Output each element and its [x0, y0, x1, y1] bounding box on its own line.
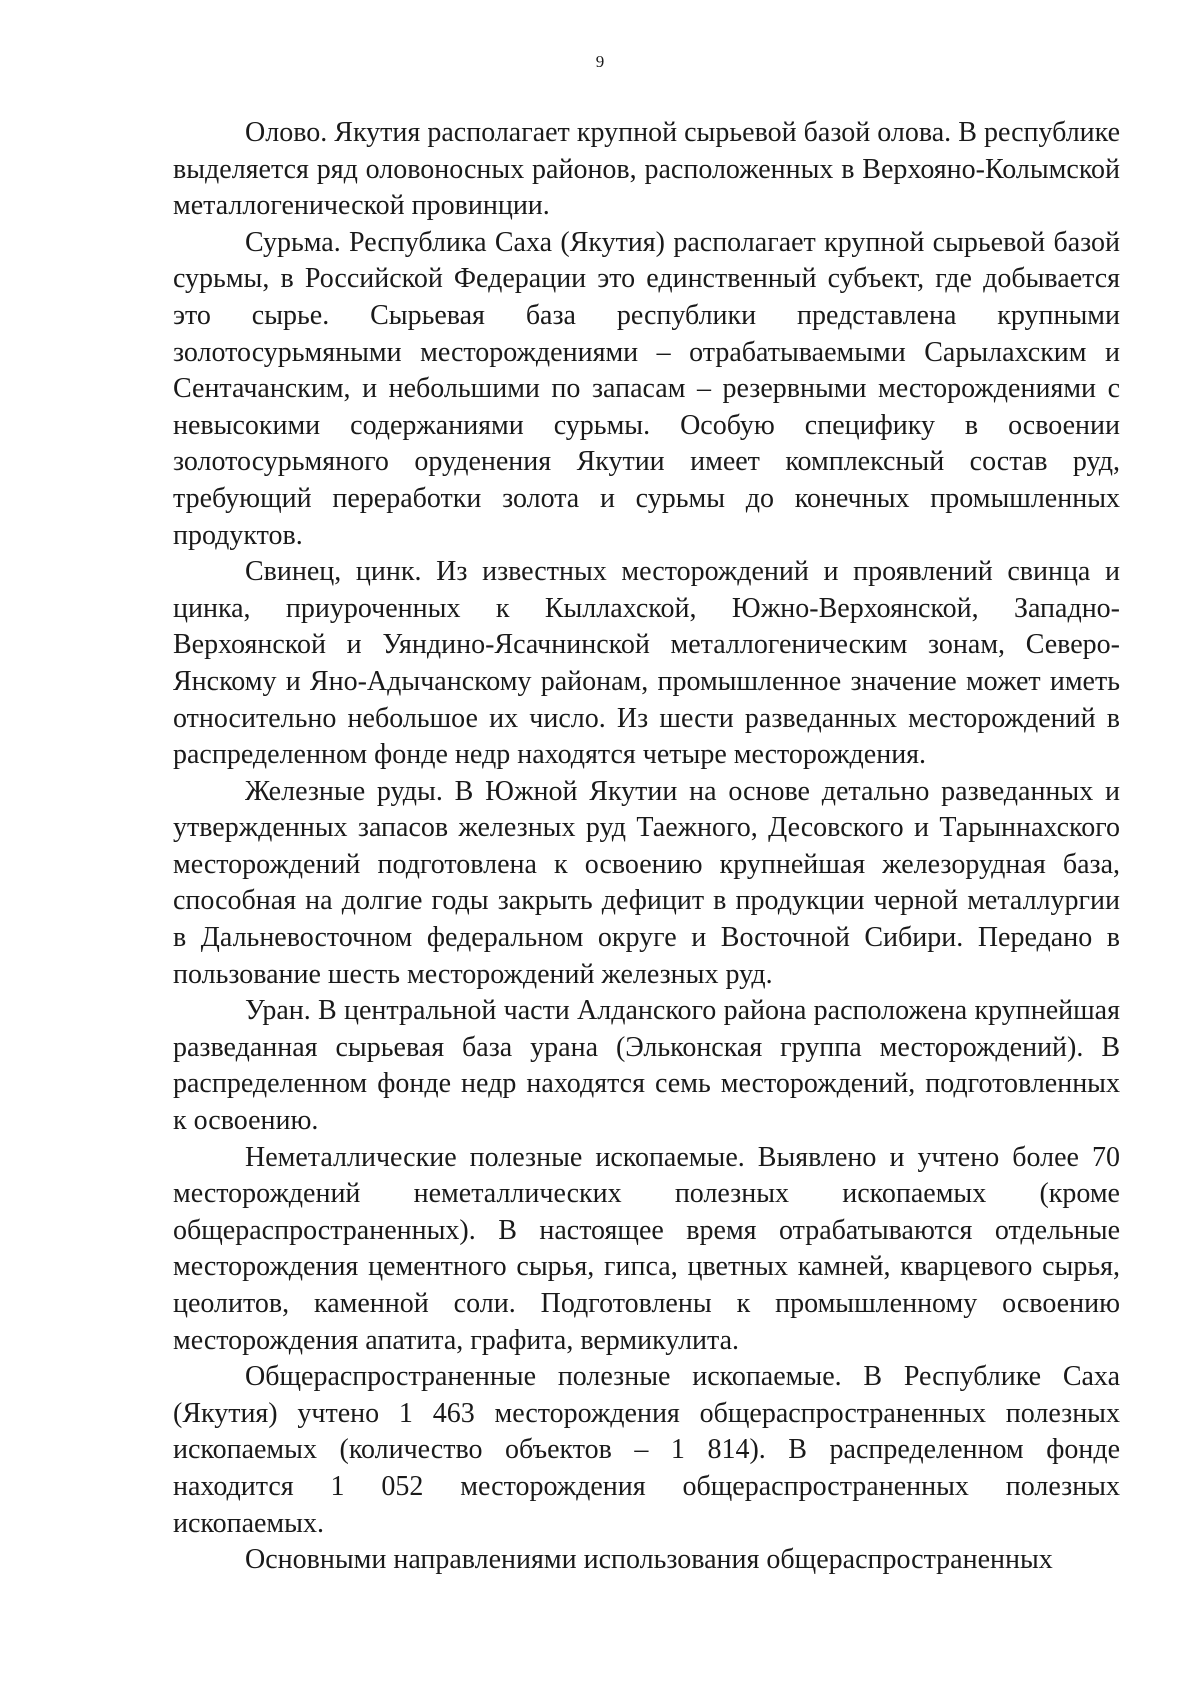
- paragraph-main-directions: Основными направлениями использования общераспространенных: [245, 1544, 1053, 1576]
- paragraph-lead-zinc: Свинец, цинк. Из известных месторождений и проявлений свинца и цинка, приуроченных к Кыллахской, Южно-Верхоянской, Западно-Верхоянской и Уяндино-Ясачнинской металлогеническим зонам, Северо-Янскому и Яно-Адычанскому районам, промышленное значение может иметь относительно небольшое их число. Из шести разведанных месторождений в распределенном фонде недр находятся четыре месторождения.: [173, 556, 1120, 771]
- paragraph-uranium: Уран. В центральной части Алданского района расположена крупнейшая разведанная сырьевая база урана (Эльконская группа месторождений). В распределенном фонде недр находятся семь месторождений, подготовленных к освоению.: [173, 995, 1120, 1137]
- paragraph-iron-ores: Железные руды. В Южной Якутии на основе детально разведанных и утвержденных запасов железных руд Таежного, Десовского и Тарыннахского месторождений подготовлена к освоению крупнейшая железорудная база, способная на долгие годы закрыть дефицит в продукции черной металлургии в Дальневосточном федеральном округе и Восточной Сибири. Передано в пользование шесть месторождений железных руд.: [173, 775, 1120, 990]
- page-number: 9: [595, 52, 605, 71]
- paragraph-antimony: Сурьма. Республика Саха (Якутия) располагает крупной сырьевой базой сурьмы, в Российской Федерации это единственный субъект, где добывается это сырье. Сырьевая база республики представлена крупными золотосурьмяными месторождениями – отрабатываемыми Сарылахским и Сентачанским, и небольшими по запасам – резервными месторождениями с невысокими содержаниями сурьмы. Особую специфику в освоении золотосурьмяного оруденения Якутии имеет комплексный состав руд, требующий переработки золота и сурьмы до конечных промышленных продуктов.: [173, 226, 1120, 551]
- paragraph-tin: Олово. Якутия располагает крупной сырьевой базой олова. В республике выделяется ряд оловоносных районов, расположенных в Верхояно-Колымской металлогенической провинции.: [173, 117, 1120, 222]
- paragraph-common-minerals: Общераспространенные полезные ископаемые. В Республике Саха (Якутия) учтено 1 463 месторождения общераспространенных полезных ископаемых (количество объектов – 1 814). В распределенном фонде находится 1 052 месторождения общераспространенных полезных ископаемых.: [173, 1361, 1120, 1539]
- paragraph-nonmetallic-minerals: Неметаллические полезные ископаемые. Выявлено и учтено более 70 месторождений неметаллических полезных ископаемых (кроме общераспространенных). В настоящее время отрабатываются отдельные месторождения цементного сырья, гипса, цветных камней, кварцевого сырья, цеолитов, каменной соли. Подготовлены к промышленному освоению месторождения апатита, графита, вермикулита.: [173, 1141, 1120, 1356]
- document-body: [173, 115, 1120, 1579]
